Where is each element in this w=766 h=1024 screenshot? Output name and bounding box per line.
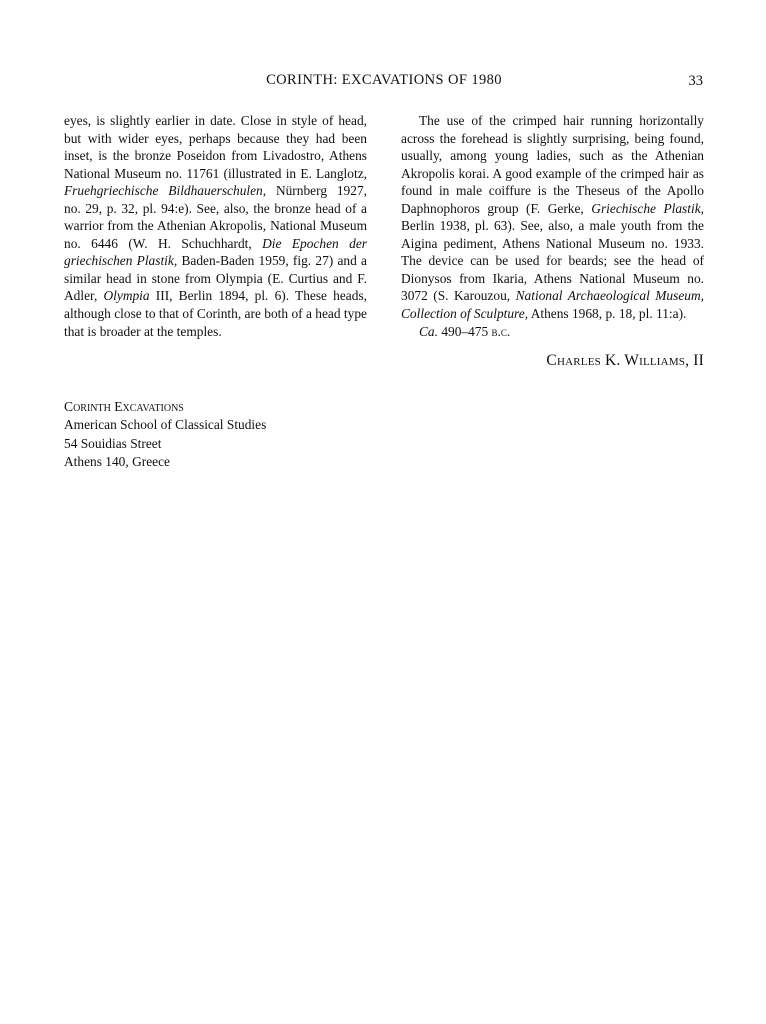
address-line: Athens 140, Greece bbox=[64, 454, 170, 470]
page-number: 33 bbox=[688, 73, 703, 89]
address-line: 54 Souidias Street bbox=[64, 435, 162, 451]
right-column-paragraph: The use of the crimped hair running horizontally across the forehead is slightly surprising, being found, usually, among young ladies, such as the Athenian Akropolis korai. A good example of the crimped hair as found in male coiffure is the Theseus of the Apollo Daphnophoros group (F. Gerke, Griechische Plastik, Berlin 1938, pl. 63). See, also, a male youth from the Aigina pediment, Athens National Museum no. 1933. The device can be used for beards; see the head of Dionysos from Ikaria, Athens National Museum no. 3072 (S. Karouzou, National Archaeological Museum, Collection of Sculpture, Athens 1968, p. 18, pl. 11:a). bbox=[401, 113, 705, 322]
address-organization: Corinth Excavations bbox=[64, 399, 184, 414]
author-address bbox=[64, 398, 384, 472]
left-column-paragraph: eyes, is slightly earlier in date. Close in style of head, but with wider eyes, perhaps because they had been inset, is the bronze Poseidon from Livadostro, Athens National Museum no. 11761 (illustrated in E. Langlotz, Fruehgriechische Bildhauerschulen, Nürnberg 1927, no. 29, p. 32, pl. 94:e). See, also, the bronze head of a warrior from the Athenian Akropolis, National Museum no. 6446 (W. H. Schuchhardt, Die Epochen der griechischen Plastik, Baden-Baden 1959, fig. 27) and a similar head in stone from Olympia (E. Curtius and F. Adler, Olympia III, Berlin 1894, pl. 6). These heads, although close to that of Corinth, are both of a head type that is broader at the temples. bbox=[64, 113, 367, 339]
author-byline: Charles K. Williams, II bbox=[546, 352, 704, 370]
running-head bbox=[64, 72, 704, 89]
running-head-text: CORINTH: EXCAVATIONS OF 1980 bbox=[266, 72, 502, 88]
text-columns bbox=[64, 112, 704, 370]
left-column bbox=[64, 112, 367, 370]
address-line: American School of Classical Studies bbox=[64, 417, 267, 433]
date-range: Ca. 490–475 b.c. bbox=[419, 323, 511, 339]
right-column bbox=[401, 112, 704, 370]
